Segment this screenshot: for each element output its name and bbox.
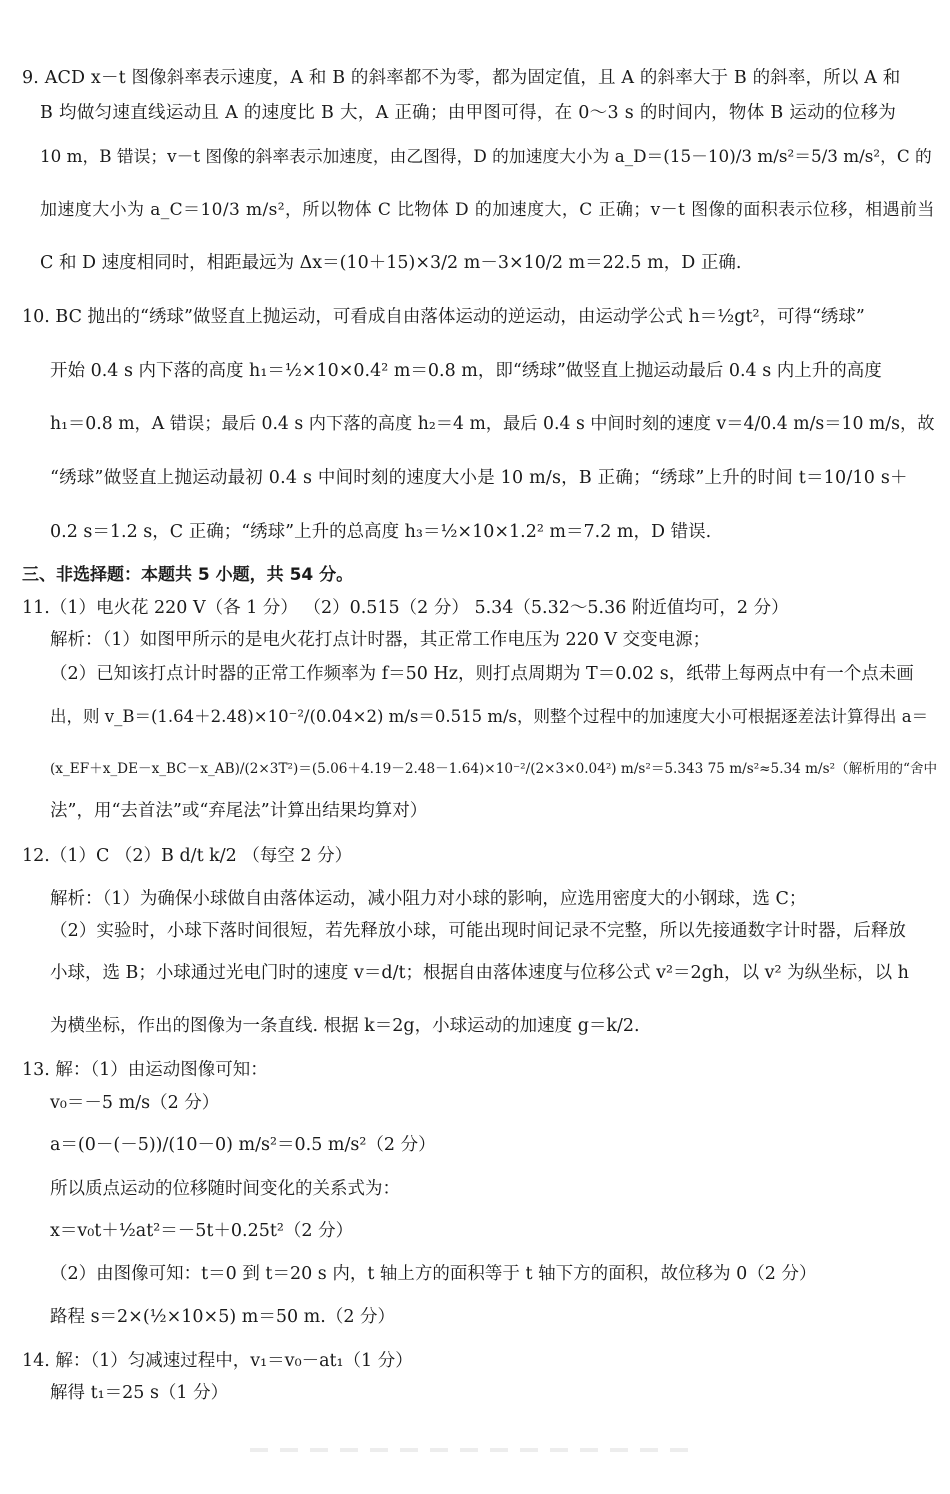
q13-displacement-formula: x＝v₀t＋½at²＝－5t＋0.25t²（2 分） <box>50 1221 354 1241</box>
q9-line-1: 9. ACD x－t 图像斜率表示速度，A 和 B 的斜率都不为零，都为固定值，且 A 的斜率大于 B 的斜率，所以 A 和 <box>22 68 901 88</box>
q13-heading: 13. 解：（1）由运动图像可知： <box>22 1060 268 1080</box>
q12-analysis-1: 解析：（1）为确保小球做自由落体运动，减小阻力对小球的影响，应选用密度大的小钢球，选 C； <box>50 889 807 909</box>
q9-line-5: C 和 D 速度相同时，相距最远为 Δx＝(10＋15)×3/2 m－3×10/2 m＝22.5 m，D 正确. <box>40 253 742 273</box>
q10-line-5: 0.2 s＝1.2 s，C 正确；“绣球”上升的总高度 h₃＝½×10×1.2² m＝7.2 m，D 错误. <box>50 522 712 542</box>
q12-analysis-4: 为横坐标，作出的图像为一条直线. 根据 k＝2g，小球运动的加速度 g＝k/2. <box>50 1016 640 1036</box>
q10-line-2: 开始 0.4 s 内下落的高度 h₁＝½×10×0.4² m＝0.8 m，即“绣球”做竖直上抛运动最后 0.4 s 内上升的高度 <box>50 361 882 381</box>
q11-answer: 11.（1）电火花 220 V（各 1 分） （2）0.515（2 分） 5.34（5.32～5.36 附近值均可，2 分） <box>22 598 789 618</box>
q11-analysis-2: （2）已知该打点计时器的正常工作频率为 f＝50 Hz，则打点周期为 T＝0.02 s，纸带上每两点中有一个点未画 <box>50 664 914 684</box>
q9-line-2: B 均做匀速直线运动且 A 的速度比 B 大，A 正确；由甲图可得，在 0～3 s 的时间内，物体 B 运动的位移为 <box>40 103 897 123</box>
q13-distance: 路程 s＝2×(½×10×5) m＝50 m.（2 分） <box>50 1307 396 1327</box>
section-heading: 三、非选择题：本题共 5 小题，共 54 分。 <box>22 565 354 585</box>
q10-line-4: “绣球”做竖直上抛运动最初 0.4 s 中间时刻的速度大小是 10 m/s，B 正确；“绣球”上升的时间 t＝10/10 s＋ <box>50 468 908 488</box>
q9-line-4: 加速度大小为 a_C＝10/3 m/s²，所以物体 C 比物体 D 的加速度大，C 正确；v－t 图像的面积表示位移，相遇前当 <box>40 200 935 220</box>
q10-line-1: 10. BC 抛出的“绣球”做竖直上抛运动，可看成自由落体运动的逆运动，由运动学公式 h＝½gt²，可得“绣球” <box>22 307 865 327</box>
q12-answer: 12.（1）C （2）B d/t k/2 （每空 2 分） <box>22 846 353 866</box>
q11-analysis-4: (x_EF＋x_DE－x_BC－x_AB)/(2×3T²)＝(5.06＋4.19－2.48－1.64)×10⁻²/(2×3×0.04²) m/s²＝5.343 75 m/s²≈5.34 m/s²（解析用的“舍中 <box>50 761 938 777</box>
q10-line-3: h₁＝0.8 m，A 错误；最后 0.4 s 内下落的高度 h₂＝4 m，最后 0.4 s 中间时刻的速度 v＝4/0.4 m/s＝10 m/s，故 <box>50 414 935 434</box>
q13-v0: v₀＝－5 m/s（2 分） <box>50 1093 220 1113</box>
q9-line-3: 10 m，B 错误；v－t 图像的斜率表示加速度，由乙图得，D 的加速度大小为 a_D＝(15－10)/3 m/s²＝5/3 m/s²，C 的 <box>40 146 932 166</box>
q11-analysis-1: 解析：（1）如图甲所示的是电火花打点计时器，其正常工作电压为 220 V 交变电源； <box>50 630 711 650</box>
q14-result: 解得 t₁＝25 s（1 分） <box>50 1383 229 1403</box>
q13-part2: （2）由图像可知：t＝0 到 t＝20 s 内，t 轴上方的面积等于 t 轴下方的面积，故位移为 0（2 分） <box>50 1264 817 1284</box>
q13-text: 所以质点运动的位移随时间变化的关系式为： <box>50 1179 400 1199</box>
q14-heading: 14. 解：（1）匀减速过程中，v₁＝v₀－at₁（1 分） <box>22 1351 413 1371</box>
q12-analysis-3: 小球，选 B；小球通过光电门时的速度 v＝d/t；根据自由落体速度与位移公式 v²＝2gh，以 v² 为纵坐标，以 h <box>50 963 909 983</box>
q13-acceleration: a＝(0－(－5))/(10－0) m/s²＝0.5 m/s²（2 分） <box>50 1135 436 1155</box>
q12-analysis-2: （2）实验时，小球下落时间很短，若先释放小球，可能出现时间记录不完整，所以先接通数字计时器，后释放 <box>50 921 907 941</box>
faint-footer-mark <box>250 1448 700 1452</box>
q11-analysis-5: 法”，用“去首法”或“弃尾法”计算出结果均算对） <box>50 801 428 821</box>
q11-analysis-3: 出，则 v_B＝(1.64＋2.48)×10⁻²/(0.04×2) m/s＝0.515 m/s，则整个过程中的加速度大小可根据逐差法计算得出 a＝ <box>50 707 929 726</box>
